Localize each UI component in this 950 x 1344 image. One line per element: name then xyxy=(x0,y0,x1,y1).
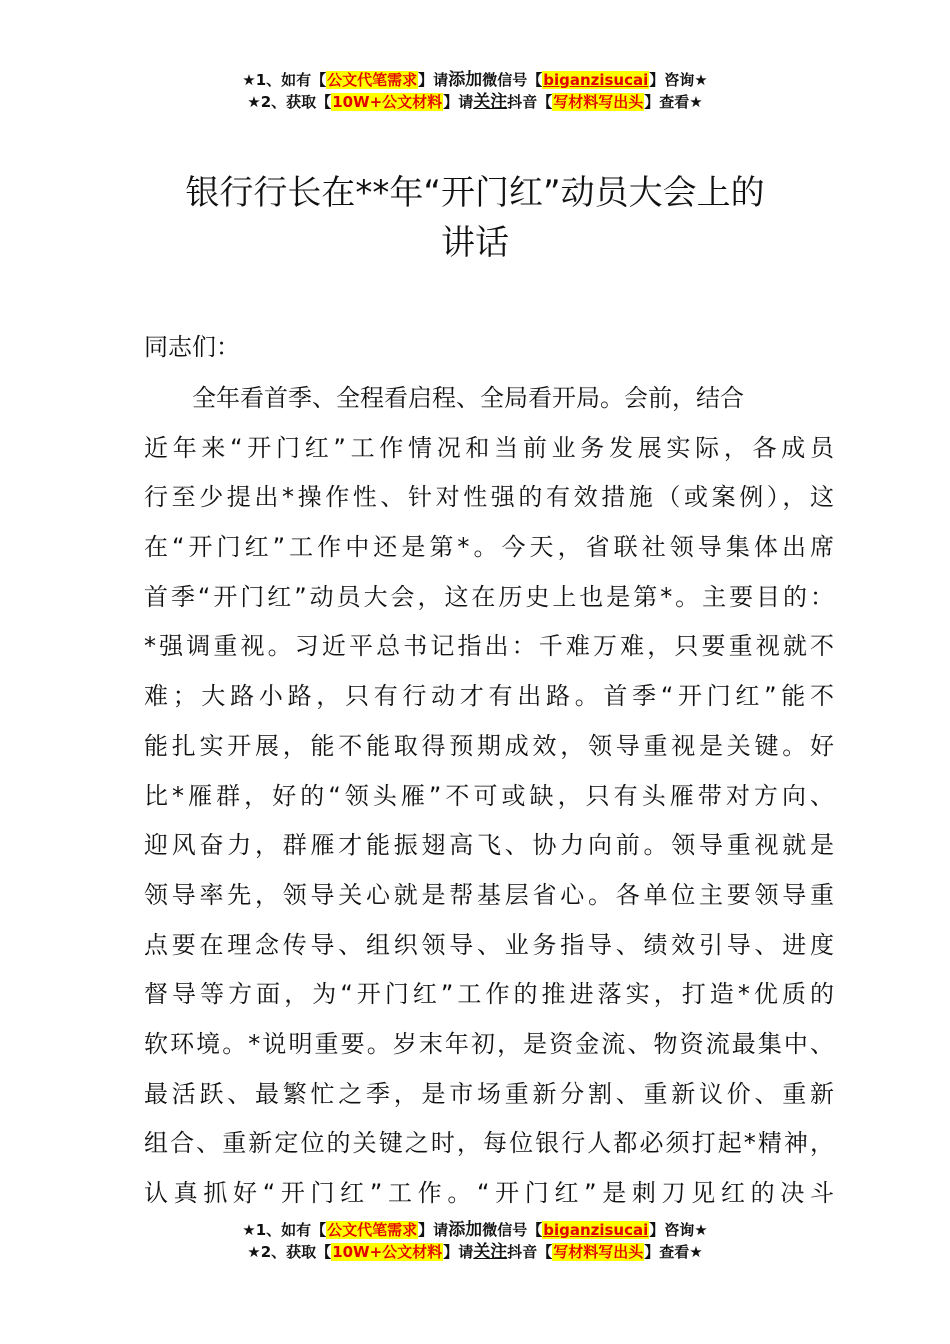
promo-line-2: ★2、获取【10W+公文材料】请关注抖音【写材料写出头】查看★ xyxy=(247,92,703,112)
title-line-2: 讲话 xyxy=(441,223,509,263)
body-paragraph xyxy=(144,374,834,1219)
promo-header xyxy=(0,69,950,113)
paragraph-line: 行至少提出*操作性、针对性强的有效措施（或案例），这 xyxy=(144,483,834,512)
paragraph-line: 全年看首季、全程看启程、全局看开局。会前，结合 xyxy=(144,384,744,412)
douyin-highlight: 写材料写出头 xyxy=(553,1243,644,1261)
service-highlight: 公文代笔需求 xyxy=(327,71,418,89)
paragraph-line: *强调重视。习近平总书记指出：千难万难，只要重视就不 xyxy=(144,632,834,661)
promo-footer xyxy=(0,1219,950,1263)
materials-highlight: 10W+公文材料 xyxy=(332,93,443,111)
douyin-highlight: 写材料写出头 xyxy=(553,93,644,111)
promo-line-1: ★1、如有【公文代笔需求】请添加微信号【biganzisucai】咨询★ xyxy=(242,70,708,90)
promo-line-2: ★2、获取【10W+公文材料】请关注抖音【写材料写出头】查看★ xyxy=(247,1242,703,1262)
paragraph-line: 比*雁群，好的“领头雁”不可或缺，只有头雁带对方向、 xyxy=(144,781,834,810)
paragraph-line: 最活跃、最繁忙之季，是市场重新分割、重新议价、重新 xyxy=(144,1079,834,1108)
paragraph-line: 在“开门红”工作中还是第*。今天，省联社领导集体出席 xyxy=(144,533,834,562)
document-title xyxy=(0,168,950,268)
paragraph-line: 领导率先，领导关心就是帮基层省心。各单位主要领导重 xyxy=(144,880,834,909)
wechat-id-link[interactable]: biganzisucai xyxy=(543,1221,649,1239)
paragraph-line: 督导等方面，为“开门红”工作的推进落实，打造*优质的 xyxy=(144,980,834,1009)
paragraph-line: 能扎实开展，能不能取得预期成效，领导重视是关键。好 xyxy=(144,731,834,760)
document-body xyxy=(144,324,834,1219)
paragraph-line: 点要在理念传导、组织领导、业务指导、绩效引导、进度 xyxy=(144,930,834,959)
wechat-id-link[interactable]: biganzisucai xyxy=(543,71,649,89)
paragraph-line: 迎风奋力，群雁才能振翅高飞、协力向前。领导重视就是 xyxy=(144,831,834,860)
greeting: 同志们： xyxy=(144,333,240,361)
service-highlight: 公文代笔需求 xyxy=(327,1221,418,1239)
paragraph-line: 难；大路小路，只有行动才有出路。首季“开门红”能不 xyxy=(144,682,834,711)
promo-line-1: ★1、如有【公文代笔需求】请添加微信号【biganzisucai】咨询★ xyxy=(242,1220,708,1240)
paragraph-line: 认真抓好“开门红”工作。“开门红”是刺刀见红的决斗 xyxy=(144,1179,834,1207)
paragraph-line: 近年来“开门红”工作情况和当前业务发展实际，各成员 xyxy=(144,433,834,462)
paragraph-line: 软环境。*说明重要。岁末年初，是资金流、物资流最集中、 xyxy=(144,1029,834,1058)
materials-highlight: 10W+公文材料 xyxy=(332,1243,443,1261)
title-line-1: 银行行长在**年“开门红”动员大会上的 xyxy=(185,173,765,213)
paragraph-line: 首季“开门红”动员大会，这在历史上也是第*。主要目的： xyxy=(144,582,834,611)
paragraph-line: 组合、重新定位的关键之时，每位银行人都必须打起*精神， xyxy=(144,1129,834,1158)
